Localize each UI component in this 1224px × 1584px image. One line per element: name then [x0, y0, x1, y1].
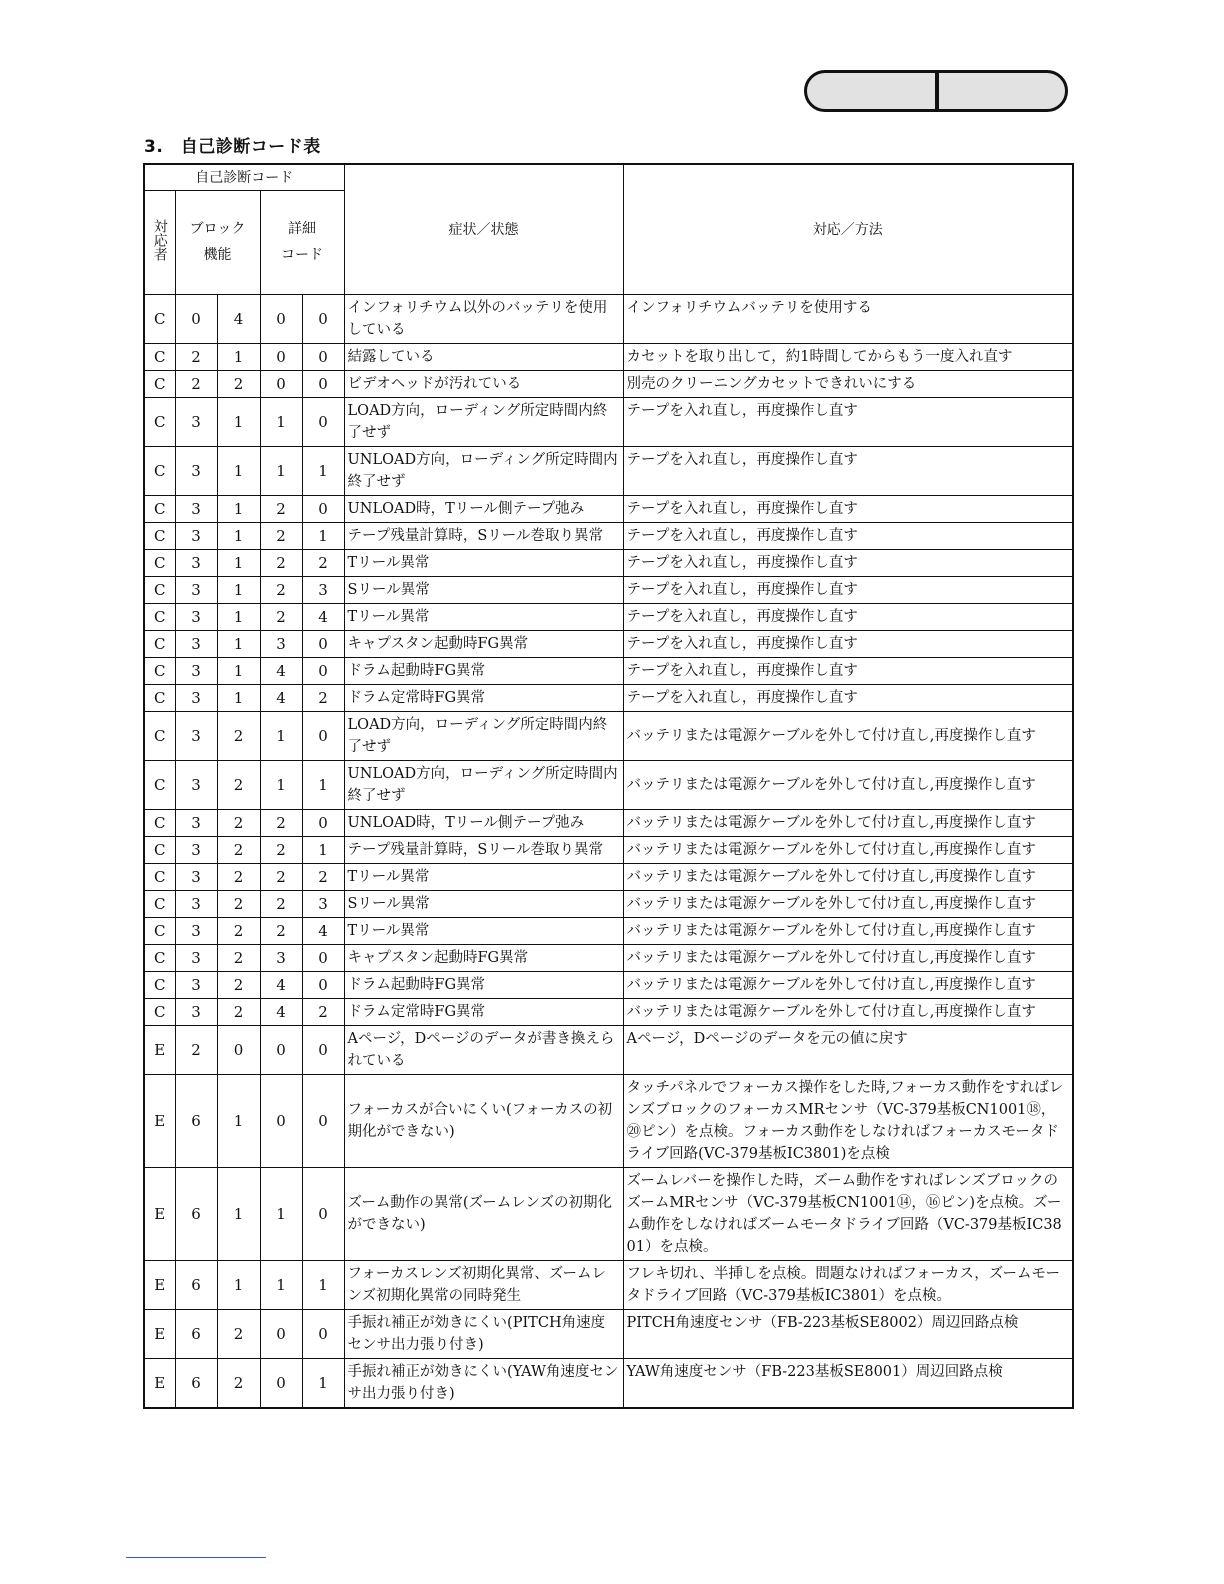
action-cell: バッテリまたは電源ケーブルを外して付け直し,再度操作し直す: [623, 944, 1073, 971]
detail-code-digit-1: 1: [260, 760, 302, 809]
detail-code-digit-1: 0: [260, 343, 302, 370]
responder-cell: C: [144, 711, 175, 760]
symptom-cell: 手振れ補正が効きにくい(YAW角速度センサ出力張り付き): [344, 1358, 623, 1408]
header-detail-code: 詳細 コード: [260, 190, 344, 294]
block-code-digit-2: 0: [217, 1025, 260, 1074]
table-row: [144, 370, 1073, 397]
table-row: [144, 809, 1073, 836]
table-row: [144, 397, 1073, 446]
symptom-cell: インフォリチウム以外のバッテリを使用している: [344, 294, 623, 343]
table-row: [144, 1309, 1073, 1358]
symptom-cell: テープ残量計算時，Sリール巻取り異常: [344, 522, 623, 549]
detail-code-digit-1: 1: [260, 446, 302, 495]
detail-code-digit-1: 0: [260, 294, 302, 343]
responder-cell: C: [144, 890, 175, 917]
detail-code-digit-2: 0: [302, 397, 344, 446]
symptom-cell: ドラム起動時FG異常: [344, 971, 623, 998]
action-cell: インフォリチウムバッテリを使用する: [623, 294, 1073, 343]
responder-cell: E: [144, 1167, 175, 1260]
detail-code-digit-1: 4: [260, 971, 302, 998]
block-code-digit-2: 1: [217, 1074, 260, 1167]
block-code-digit-2: 2: [217, 944, 260, 971]
block-code-digit-2: 1: [217, 657, 260, 684]
symptom-cell: Tリール異常: [344, 549, 623, 576]
detail-code-digit-2: 4: [302, 917, 344, 944]
responder-cell: E: [144, 1260, 175, 1309]
action-cell: YAW角速度センサ（FB-223基板SE8001）周辺回路点検: [623, 1358, 1073, 1408]
detail-code-digit-1: 2: [260, 863, 302, 890]
detail-code-digit-1: 3: [260, 630, 302, 657]
action-cell: バッテリまたは電源ケーブルを外して付け直し,再度操作し直す: [623, 998, 1073, 1025]
block-code-digit-2: 1: [217, 446, 260, 495]
detail-code-digit-2: 0: [302, 944, 344, 971]
symptom-cell: Sリール異常: [344, 890, 623, 917]
action-cell: バッテリまたは電源ケーブルを外して付け直し,再度操作し直す: [623, 809, 1073, 836]
action-cell: タッチパネルでフォーカス操作をした時,フォーカス動作をすればレンズブロックのフォーカスMRセンサ（VC-379基板CN1001⑱，⑳ピン）を点検。フォーカス動作をしなければフォーカスモータドライブ回路(VC-379基板IC3801)を点検: [623, 1074, 1073, 1167]
detail-code-digit-1: 4: [260, 998, 302, 1025]
block-code-digit-1: 3: [175, 971, 217, 998]
symptom-cell: ズーム動作の異常(ズームレンズの初期化ができない): [344, 1167, 623, 1260]
detail-code-digit-1: 2: [260, 890, 302, 917]
action-cell: テープを入れ直し，再度操作し直す: [623, 446, 1073, 495]
block-code-digit-1: 3: [175, 809, 217, 836]
symptom-cell: Aページ，Dページのデータが書き換えられている: [344, 1025, 623, 1074]
block-code-digit-2: 1: [217, 576, 260, 603]
block-code-digit-1: 3: [175, 863, 217, 890]
responder-cell: C: [144, 684, 175, 711]
responder-cell: C: [144, 603, 175, 630]
responder-cell: E: [144, 1309, 175, 1358]
symptom-cell: ドラム定常時FG異常: [344, 684, 623, 711]
action-cell: バッテリまたは電源ケーブルを外して付け直し,再度操作し直す: [623, 836, 1073, 863]
detail-code-digit-1: 2: [260, 917, 302, 944]
detail-code-digit-2: 4: [302, 603, 344, 630]
detail-code-digit-1: 0: [260, 1074, 302, 1167]
block-code-digit-2: 2: [217, 890, 260, 917]
block-code-digit-1: 3: [175, 576, 217, 603]
block-code-digit-1: 2: [175, 1025, 217, 1074]
block-code-digit-2: 1: [217, 549, 260, 576]
header-block-function: ブロック 機能: [175, 190, 260, 294]
section-tab-right: [939, 73, 1068, 109]
block-code-digit-2: 1: [217, 397, 260, 446]
responder-cell: E: [144, 1358, 175, 1408]
block-code-digit-1: 6: [175, 1167, 217, 1260]
detail-code-digit-1: 2: [260, 495, 302, 522]
table-row: [144, 294, 1073, 343]
detail-code-digit-2: 1: [302, 836, 344, 863]
block-code-digit-2: 1: [217, 1167, 260, 1260]
responder-cell: C: [144, 549, 175, 576]
detail-code-digit-1: 1: [260, 1260, 302, 1309]
detail-code-digit-2: 0: [302, 971, 344, 998]
block-code-digit-2: 1: [217, 1260, 260, 1309]
table-row: [144, 917, 1073, 944]
detail-code-digit-1: 2: [260, 549, 302, 576]
action-cell: 別売のクリーニングカセットできれいにする: [623, 370, 1073, 397]
block-code-digit-2: 2: [217, 809, 260, 836]
responder-cell: E: [144, 1074, 175, 1167]
action-cell: バッテリまたは電源ケーブルを外して付け直し,再度操作し直す: [623, 863, 1073, 890]
block-code-digit-1: 3: [175, 998, 217, 1025]
detail-code-digit-1: 4: [260, 657, 302, 684]
block-code-digit-2: 1: [217, 495, 260, 522]
detail-code-digit-1: 2: [260, 836, 302, 863]
block-code-digit-1: 2: [175, 370, 217, 397]
symptom-cell: UNLOAD時，Tリール側テープ弛み: [344, 495, 623, 522]
symptom-cell: 結露している: [344, 343, 623, 370]
block-code-digit-2: 2: [217, 917, 260, 944]
header-self-diagnosis-code: 自己診断コード: [144, 164, 344, 190]
header-responder: 対応者: [144, 190, 175, 294]
block-code-digit-1: 3: [175, 397, 217, 446]
action-cell: PITCH角速度センサ（FB-223基板SE8002）周辺回路点検: [623, 1309, 1073, 1358]
table-row: [144, 1260, 1073, 1309]
symptom-cell: UNLOAD方向，ローディング所定時間内終了せず: [344, 446, 623, 495]
symptom-cell: 手振れ補正が効きにくい(PITCH角速度センサ出力張り付き): [344, 1309, 623, 1358]
responder-cell: C: [144, 630, 175, 657]
table-row: [144, 1025, 1073, 1074]
table-row: [144, 549, 1073, 576]
block-code-digit-2: 2: [217, 1358, 260, 1408]
responder-cell: C: [144, 917, 175, 944]
block-code-digit-1: 3: [175, 603, 217, 630]
block-code-digit-1: 3: [175, 917, 217, 944]
detail-code-digit-2: 3: [302, 576, 344, 603]
responder-cell: E: [144, 1025, 175, 1074]
block-code-digit-1: 3: [175, 446, 217, 495]
detail-code-digit-2: 1: [302, 1260, 344, 1309]
symptom-cell: テープ残量計算時，Sリール巻取り異常: [344, 836, 623, 863]
action-cell: テープを入れ直し，再度操作し直す: [623, 495, 1073, 522]
action-cell: テープを入れ直し，再度操作し直す: [623, 549, 1073, 576]
symptom-cell: UNLOAD方向，ローディング所定時間内終了せず: [344, 760, 623, 809]
responder-cell: C: [144, 495, 175, 522]
detail-code-digit-2: 0: [302, 343, 344, 370]
action-cell: カセットを取り出して，約1時間してからもう一度入れ直す: [623, 343, 1073, 370]
table-row: [144, 1167, 1073, 1260]
block-code-digit-2: 2: [217, 370, 260, 397]
detail-code-digit-1: 1: [260, 1167, 302, 1260]
action-cell: ズームレバーを操作した時，ズーム動作をすればレンズブロックのズームMRセンサ（VC-379基板CN1001⑭，⑯ピン)を点検。ズーム動作をしなければズームモータドライブ回路（VC-379基板IC3801）を点検。: [623, 1167, 1073, 1260]
symptom-cell: キャプスタン起動時FG異常: [344, 944, 623, 971]
table-row: [144, 495, 1073, 522]
detail-code-digit-2: 0: [302, 657, 344, 684]
table-row: [144, 998, 1073, 1025]
block-code-digit-2: 2: [217, 760, 260, 809]
action-cell: バッテリまたは電源ケーブルを外して付け直し,再度操作し直す: [623, 917, 1073, 944]
block-code-digit-2: 1: [217, 603, 260, 630]
block-code-digit-2: 1: [217, 522, 260, 549]
block-code-digit-1: 3: [175, 836, 217, 863]
action-cell: テープを入れ直し，再度操作し直す: [623, 684, 1073, 711]
table-row: [144, 603, 1073, 630]
detail-code-digit-1: 4: [260, 684, 302, 711]
detail-code-digit-1: 2: [260, 809, 302, 836]
action-cell: テープを入れ直し，再度操作し直す: [623, 603, 1073, 630]
block-code-digit-1: 2: [175, 343, 217, 370]
action-cell: テープを入れ直し，再度操作し直す: [623, 522, 1073, 549]
table-row: [144, 711, 1073, 760]
action-cell: バッテリまたは電源ケーブルを外して付け直し,再度操作し直す: [623, 890, 1073, 917]
table-row: [144, 890, 1073, 917]
block-code-digit-1: 3: [175, 944, 217, 971]
block-code-digit-1: 3: [175, 522, 217, 549]
block-code-digit-1: 3: [175, 495, 217, 522]
action-cell: バッテリまたは電源ケーブルを外して付け直し,再度操作し直す: [623, 760, 1073, 809]
header-action: 対応／方法: [623, 164, 1073, 294]
table-body: [144, 294, 1073, 1408]
detail-code-digit-2: 3: [302, 890, 344, 917]
detail-code-digit-2: 0: [302, 1025, 344, 1074]
responder-cell: C: [144, 971, 175, 998]
table-row: [144, 1074, 1073, 1167]
action-cell: バッテリまたは電源ケーブルを外して付け直し,再度操作し直す: [623, 711, 1073, 760]
block-code-digit-2: 1: [217, 684, 260, 711]
detail-code-digit-1: 0: [260, 1309, 302, 1358]
symptom-cell: ドラム起動時FG異常: [344, 657, 623, 684]
responder-cell: C: [144, 397, 175, 446]
detail-code-digit-2: 0: [302, 294, 344, 343]
symptom-cell: LOAD方向，ローディング所定時間内終了せず: [344, 711, 623, 760]
action-cell: テープを入れ直し，再度操作し直す: [623, 657, 1073, 684]
table-row: [144, 343, 1073, 370]
responder-cell: C: [144, 522, 175, 549]
responder-cell: C: [144, 836, 175, 863]
responder-cell: C: [144, 760, 175, 809]
responder-cell: C: [144, 998, 175, 1025]
table-row: [144, 684, 1073, 711]
responder-cell: C: [144, 944, 175, 971]
section-tab-pill: [804, 70, 1068, 112]
block-code-digit-1: 0: [175, 294, 217, 343]
detail-code-digit-1: 2: [260, 576, 302, 603]
table-row: [144, 944, 1073, 971]
detail-code-digit-2: 2: [302, 863, 344, 890]
detail-code-digit-2: 2: [302, 684, 344, 711]
detail-code-digit-1: 0: [260, 370, 302, 397]
block-code-digit-2: 2: [217, 971, 260, 998]
header-symptom: 症状／状態: [344, 164, 623, 294]
block-code-digit-1: 6: [175, 1074, 217, 1167]
table-row: [144, 836, 1073, 863]
symptom-cell: Tリール異常: [344, 863, 623, 890]
detail-code-digit-1: 1: [260, 397, 302, 446]
block-code-digit-1: 3: [175, 684, 217, 711]
table-row: [144, 576, 1073, 603]
responder-cell: C: [144, 657, 175, 684]
block-code-digit-1: 3: [175, 630, 217, 657]
block-code-digit-2: 1: [217, 343, 260, 370]
action-cell: バッテリまたは電源ケーブルを外して付け直し,再度操作し直す: [623, 971, 1073, 998]
action-cell: テープを入れ直し，再度操作し直す: [623, 630, 1073, 657]
symptom-cell: LOAD方向，ローディング所定時間内終了せず: [344, 397, 623, 446]
detail-code-digit-2: 1: [302, 760, 344, 809]
detail-code-digit-2: 0: [302, 711, 344, 760]
block-code-digit-1: 3: [175, 760, 217, 809]
table-row: [144, 657, 1073, 684]
symptom-cell: Tリール異常: [344, 917, 623, 944]
section-title: 3. 自己診断コード表: [144, 137, 321, 157]
block-code-digit-1: 6: [175, 1309, 217, 1358]
block-code-digit-1: 6: [175, 1260, 217, 1309]
detail-code-digit-2: 0: [302, 495, 344, 522]
block-code-digit-2: 2: [217, 836, 260, 863]
block-code-digit-2: 4: [217, 294, 260, 343]
table-row: [144, 760, 1073, 809]
detail-code-digit-2: 0: [302, 1167, 344, 1260]
detail-code-digit-2: 1: [302, 522, 344, 549]
responder-cell: C: [144, 343, 175, 370]
detail-code-digit-2: 0: [302, 630, 344, 657]
action-cell: Aページ，Dページのデータを元の値に戻す: [623, 1025, 1073, 1074]
responder-cell: C: [144, 576, 175, 603]
detail-code-digit-2: 1: [302, 1358, 344, 1408]
detail-code-digit-1: 2: [260, 603, 302, 630]
block-code-digit-2: 1: [217, 630, 260, 657]
responder-cell: C: [144, 863, 175, 890]
symptom-cell: Tリール異常: [344, 603, 623, 630]
table-row: [144, 863, 1073, 890]
table-row: [144, 522, 1073, 549]
detail-code-digit-1: 2: [260, 522, 302, 549]
symptom-cell: ビデオヘッドが汚れている: [344, 370, 623, 397]
responder-cell: C: [144, 446, 175, 495]
block-code-digit-2: 2: [217, 711, 260, 760]
detail-code-digit-2: 0: [302, 370, 344, 397]
symptom-cell: UNLOAD時，Tリール側テープ弛み: [344, 809, 623, 836]
table-row: [144, 630, 1073, 657]
table-row: [144, 1358, 1073, 1408]
block-code-digit-1: 3: [175, 890, 217, 917]
symptom-cell: キャプスタン起動時FG異常: [344, 630, 623, 657]
detail-code-digit-1: 0: [260, 1358, 302, 1408]
symptom-cell: Sリール異常: [344, 576, 623, 603]
action-cell: テープを入れ直し，再度操作し直す: [623, 397, 1073, 446]
detail-code-digit-2: 1: [302, 446, 344, 495]
detail-code-digit-1: 3: [260, 944, 302, 971]
block-code-digit-1: 3: [175, 549, 217, 576]
action-cell: フレキ切れ、半挿しを点検。問題なければフォーカス，ズームモータドライブ回路（VC-379基板IC3801）を点検。: [623, 1260, 1073, 1309]
detail-code-digit-2: 0: [302, 1074, 344, 1167]
footer-link-underline: [126, 1557, 266, 1558]
diagnostic-code-table: [143, 163, 1074, 1409]
symptom-cell: フォーカスレンズ初期化異常、ズームレンズ初期化異常の同時発生: [344, 1260, 623, 1309]
block-code-digit-1: 3: [175, 657, 217, 684]
detail-code-digit-2: 0: [302, 809, 344, 836]
action-cell: テープを入れ直し，再度操作し直す: [623, 576, 1073, 603]
block-code-digit-2: 2: [217, 998, 260, 1025]
symptom-cell: ドラム定常時FG異常: [344, 998, 623, 1025]
table-row: [144, 971, 1073, 998]
detail-code-digit-1: 0: [260, 1025, 302, 1074]
detail-code-digit-2: 2: [302, 998, 344, 1025]
section-tab-left: [807, 73, 939, 109]
block-code-digit-2: 2: [217, 863, 260, 890]
detail-code-digit-2: 0: [302, 1309, 344, 1358]
detail-code-digit-1: 1: [260, 711, 302, 760]
responder-cell: C: [144, 809, 175, 836]
block-code-digit-2: 2: [217, 1309, 260, 1358]
responder-cell: C: [144, 370, 175, 397]
responder-cell: C: [144, 294, 175, 343]
symptom-cell: フォーカスが合いにくい(フォーカスの初期化ができない): [344, 1074, 623, 1167]
detail-code-digit-2: 2: [302, 549, 344, 576]
table-row: [144, 446, 1073, 495]
block-code-digit-1: 3: [175, 711, 217, 760]
block-code-digit-1: 6: [175, 1358, 217, 1408]
